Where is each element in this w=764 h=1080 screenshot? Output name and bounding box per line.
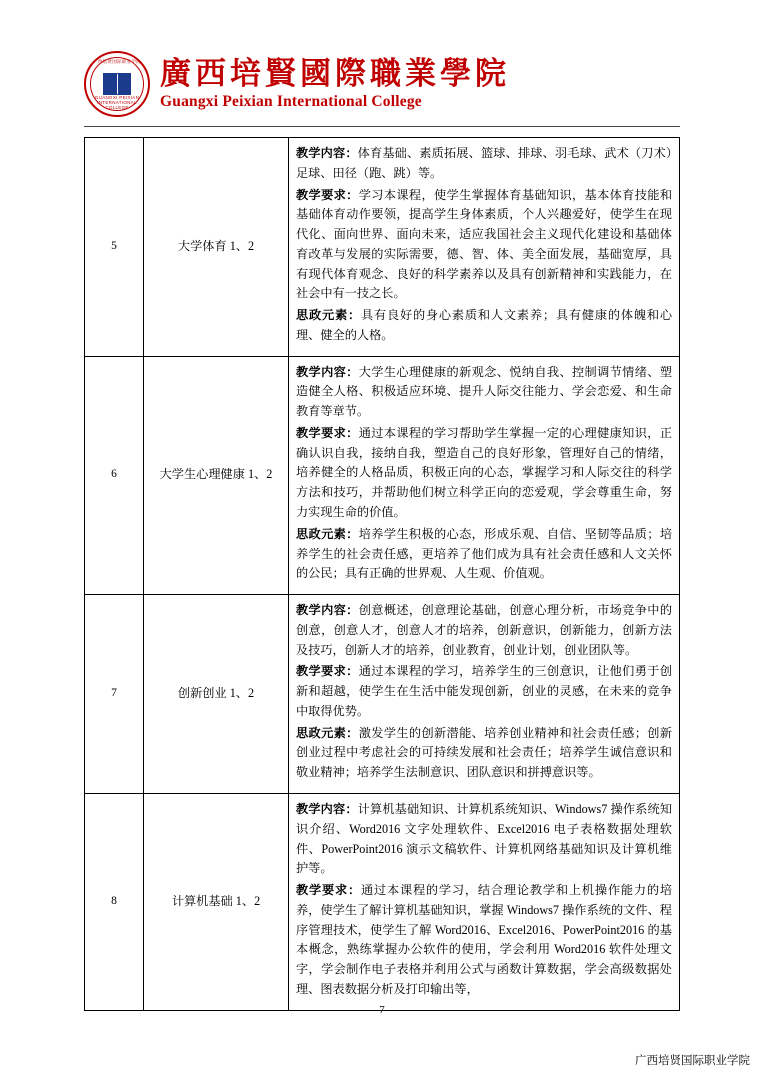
teaching-content-label: 教学内容：	[296, 146, 358, 160]
seal-book-icon	[103, 73, 131, 95]
teaching-requirement-label: 教学要求：	[296, 883, 361, 898]
row-number: 7	[85, 595, 144, 794]
footer-organization: 广西培贤国际职业学院	[635, 1055, 750, 1067]
ideology-text: 培养学生积极的心态，形成乐观、自信、坚韧等品质；培养学生的社会责任感，更培养了他们成为具有社会责任感和人文关怀的公民；具有正确的世界观、人生观、价值观。	[296, 526, 673, 581]
course-description	[289, 595, 680, 794]
teaching-content-paragraph	[296, 601, 672, 660]
teaching-content-label: 教学内容：	[296, 364, 359, 379]
course-table	[84, 137, 680, 1011]
teaching-content-text: 体育基础、素质拓展、篮球、排球、羽毛球、武术（刀术）足球、田径（跑、跳）等。	[296, 146, 672, 180]
ideology-paragraph	[296, 724, 672, 783]
table-row	[85, 793, 680, 1010]
course-description	[289, 138, 680, 357]
teaching-requirement-paragraph	[296, 186, 672, 305]
table-row	[85, 138, 680, 357]
header-divider	[84, 126, 680, 127]
teaching-content-text: 计算机基础知识、计算机系统知识、Windows7 操作系统知识介绍、Word2016 文字处理软件、Excel2016 电子表格数据处理软件、PowerPoint2016 演示文稿软件、计算机网络基础知识及计算机维护等。	[296, 801, 673, 876]
teaching-requirement-text: 通过本课程的学习，培养学生的三创意识，让他们勇于创新和超越，使学生在生活中能发现创新，创业的灵感，在未来的竞争中取得优势。	[296, 664, 673, 718]
seal-bottom-text: GUANGXI PEIXIAN INTERNATIONAL COLLEGE	[94, 95, 140, 110]
teaching-requirement-paragraph	[296, 881, 672, 1000]
ideology-label: 思政元素：	[296, 725, 359, 740]
teaching-requirement-paragraph	[296, 662, 672, 721]
college-name-english: Guangxi Peixian International College	[160, 92, 422, 110]
course-name: 计算机基础 1、2	[144, 793, 289, 1010]
course-name: 大学体育 1、2	[144, 138, 289, 357]
ideology-label: 思政元素：	[296, 308, 361, 323]
college-name-chinese: 廣西培賢國際職業學院	[160, 56, 510, 93]
ideology-paragraph	[296, 525, 672, 584]
document-header	[84, 0, 680, 120]
teaching-content-paragraph	[296, 363, 672, 422]
teaching-requirement-label: 教学要求：	[296, 664, 359, 679]
header-title-block	[160, 58, 510, 110]
teaching-content-label: 教学内容：	[296, 801, 358, 816]
teaching-requirement-text: 通过本课程的学习帮助学生掌握一定的心理健康知识，正确认识自我，接纳自我，塑造自己的良好形象，管理好自己的情绪，培养健全的人格品质，积极正向的心态，掌握学习和人际交往的科学方法和技巧，并帮助他们树立科学正向的恋爱观，学会尊重生命，努力实现生命的价值。	[296, 425, 673, 520]
teaching-content-text: 大学生心理健康的新观念、悦纳自我、控制调节情绪、塑造健全人格、积极适应环境、提升人际交往能力、学会恋爱、和生命教育等章节。	[296, 364, 673, 419]
teaching-content-paragraph	[296, 800, 672, 879]
ideology-text: 具有良好的身心素质和人文素养；具有健康的体魄和心理、健全的人格。	[296, 308, 673, 342]
ideology-text: 激发学生的创新潜能、培养创业精神和社会责任感；创新创业过程中考虑社会的可持续发展和社会责任；培养学生诚信意识和敬业精神；培养学生法制意识、团队意识和拼搏意识等。	[296, 725, 673, 780]
teaching-content-label: 教学内容：	[296, 603, 359, 618]
course-name: 大学生心理健康 1、2	[144, 356, 289, 594]
seal-top-text: 广西培贤国际职业学院	[93, 59, 141, 64]
teaching-requirement-label: 教学要求：	[296, 425, 359, 440]
teaching-requirement-label: 教学要求：	[296, 187, 359, 202]
ideology-paragraph	[296, 306, 672, 346]
course-name: 创新创业 1、2	[144, 595, 289, 794]
teaching-requirement-paragraph	[296, 424, 672, 523]
course-description	[289, 356, 680, 594]
table-row	[85, 356, 680, 594]
table-row	[85, 595, 680, 794]
teaching-requirement-text: 学习本课程，使学生掌握体育基础知识，基本体育技能和基础体育动作要领，提高学生身体素质，个人兴趣爱好，使学生在现代化、面向世界、面向未来，适应我国社会主义现代化建设和基础体育改革与发展的实际需要，德、智、体、美全面发展，基础宽厚，具有现代体育观念、良好的科学素养以及具有创新精神和实践能力，在社会中有一技之长。	[296, 187, 673, 301]
page-number: 7	[379, 1004, 385, 1016]
row-number: 5	[85, 138, 144, 357]
row-number: 8	[85, 793, 144, 1010]
college-seal-icon	[84, 51, 150, 117]
ideology-label: 思政元素：	[296, 526, 359, 541]
teaching-content-paragraph	[296, 144, 672, 184]
teaching-requirement-text: 通过本课程的学习，结合理论教学和上机操作能力的培养，使学生了解计算机基础知识，掌握 Windows7 操作系统的文件、程序管理技术，使学生了解 Word2016、Excel2016、PowerPoint2016 的基本概念，熟练掌握办公软件的使用，学会利用 Word2016 软件处理文字，学会制作电子表格并利用公式与函数计算数据，学会高级数据处理、图表数据分析及打印输出等，	[296, 883, 673, 996]
row-number: 6	[85, 356, 144, 594]
course-description	[289, 793, 680, 1010]
teaching-content-text: 创意概述，创意理论基础，创意心理分析，市场竞争中的创意，创意人才，创意人才的培养，创新意识，创新能力，创新方法及技巧，创新人才的培养，创业教育，创业计划，创业团队等。	[296, 603, 673, 657]
